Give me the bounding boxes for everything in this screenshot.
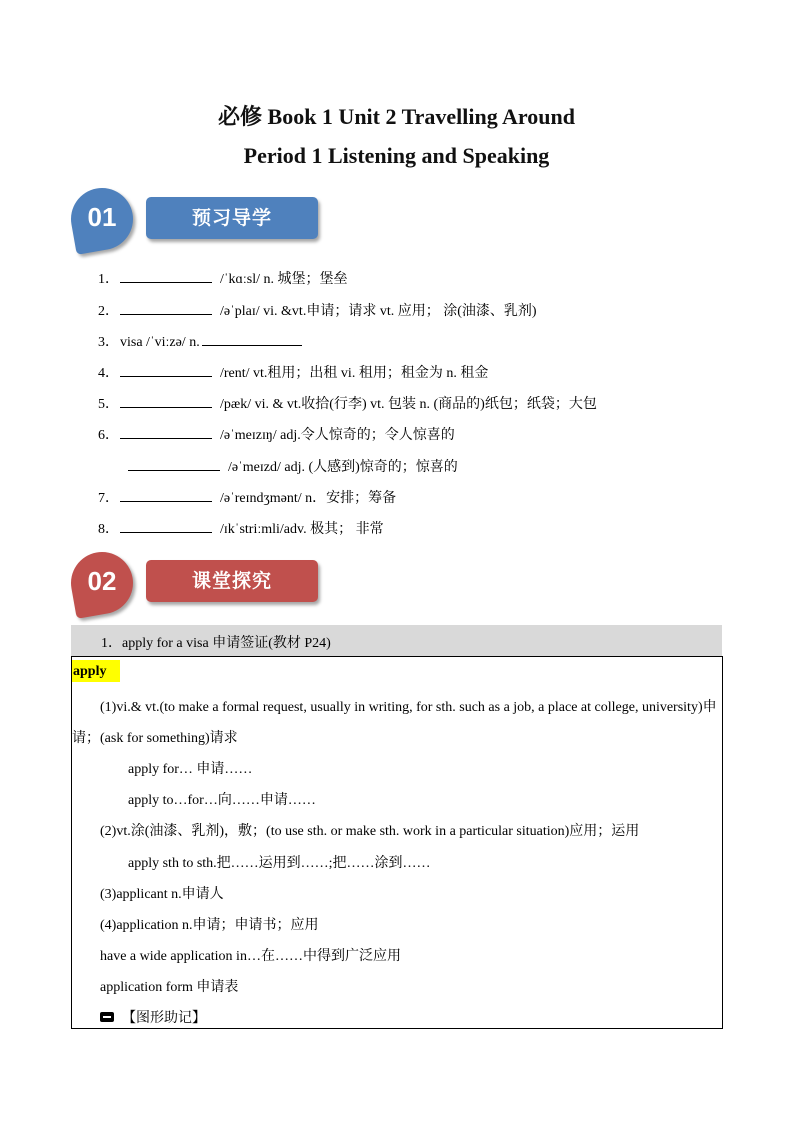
vocab-definition: visa /ˈviːzə/ n. xyxy=(120,335,200,350)
focus-line: (1)vi.& vt.(to make a formal request, usually in writing, for sth. such as a job, a place at college, university)申 xyxy=(100,700,717,715)
memo-label: 【图形助记】 xyxy=(122,1011,206,1026)
focus-line: (2)vt.涂(油漆、乳剂)，敷；(to use sth. or make sth. work in a particular situation)应用；运用 xyxy=(100,824,640,839)
section-1-badge xyxy=(71,188,135,252)
vocab-item-1 xyxy=(98,268,348,288)
highlighted-keyword: apply xyxy=(72,660,120,682)
vocab-definition: /pæk/ vi. & vt.收拾(行李) vt. 包装 n. (商品的)纸包；纸袋；大包 xyxy=(220,397,597,412)
vocab-number: 7． xyxy=(98,491,119,506)
vocab-number: 6． xyxy=(98,428,119,443)
vocab-item-6b xyxy=(128,456,458,476)
section-2-number: 02 xyxy=(87,566,117,596)
focus-line: apply for… 申请…… xyxy=(128,762,253,777)
vocab-item-7 xyxy=(98,487,396,507)
focus-line: application form 申请表 xyxy=(100,980,239,995)
answer-blank[interactable] xyxy=(120,393,212,408)
vocab-item-5 xyxy=(98,393,597,413)
vocab-item-2 xyxy=(98,300,537,320)
section-1-number: 01 xyxy=(87,202,117,232)
section-2-badge xyxy=(71,552,135,616)
answer-blank[interactable] xyxy=(120,487,212,502)
answer-blank[interactable] xyxy=(128,456,220,471)
focus-heading-bar xyxy=(71,625,722,656)
vocab-number: 3． xyxy=(98,335,119,350)
vocab-definition: /ˈkɑːsl/ n. 城堡；堡垒 xyxy=(220,272,348,287)
document-subtitle: Period 1 Listening and Speaking xyxy=(243,143,550,168)
vocab-item-4 xyxy=(98,362,488,382)
answer-blank[interactable] xyxy=(120,300,212,315)
vocab-definition: /əˈreɪndʒmənt/ n．安排；筹备 xyxy=(220,491,397,506)
section-2-label: 课堂探究 xyxy=(146,560,318,602)
answer-blank[interactable] xyxy=(120,362,212,377)
focus-line: 请；(ask for something)请求 xyxy=(72,731,238,746)
answer-blank[interactable] xyxy=(120,424,212,439)
section-1-label: 预习导学 xyxy=(146,197,318,239)
focus-line: (3)applicant n.申请人 xyxy=(100,887,224,902)
vocab-definition: /əˈplaɪ/ vi. &vt.申请；请求 vt. 应用； 涂(油漆、乳剂) xyxy=(220,304,537,319)
answer-blank[interactable] xyxy=(120,268,212,283)
vocab-definition: /əˈmeɪzd/ adj. (人感到)惊奇的；惊喜的 xyxy=(228,460,458,475)
vocab-definition: /ɪkˈstriːmli/adv. 极其； 非常 xyxy=(220,522,384,537)
vocab-item-3 xyxy=(98,331,310,351)
vocab-number: 4． xyxy=(98,366,119,381)
vocab-item-8 xyxy=(98,518,384,538)
vocab-number: 8． xyxy=(98,522,119,537)
focus-line: have a wide application in…在……中得到广泛应用 xyxy=(100,949,401,964)
focus-line: apply sth to sth.把……运用到……;把……涂到…… xyxy=(128,856,431,871)
vocab-number: 2． xyxy=(98,304,119,319)
vocab-definition: /əˈmeɪzɪŋ/ adj.令人惊奇的；令人惊喜的 xyxy=(220,428,455,443)
focus-line: apply to…for…向……申请…… xyxy=(128,793,316,808)
memo-line xyxy=(100,1007,206,1027)
answer-blank[interactable] xyxy=(120,518,212,533)
vocab-item-6 xyxy=(98,424,455,444)
document-title: 必修 Book 1 Unit 2 Travelling Around xyxy=(218,104,575,129)
focus-line: (4)application n.申请；申请书；应用 xyxy=(100,918,319,933)
vocab-number: 1． xyxy=(98,272,119,287)
answer-blank[interactable] xyxy=(202,331,302,346)
memo-icon xyxy=(100,1012,114,1022)
vocab-number: 5． xyxy=(98,397,119,412)
vocab-definition: /rent/ vt.租用；出租 vi. 租用；租金为 n. 租金 xyxy=(220,366,489,381)
focus-heading: 1．apply for a visa 申请签证(教材 P24) xyxy=(101,636,331,651)
